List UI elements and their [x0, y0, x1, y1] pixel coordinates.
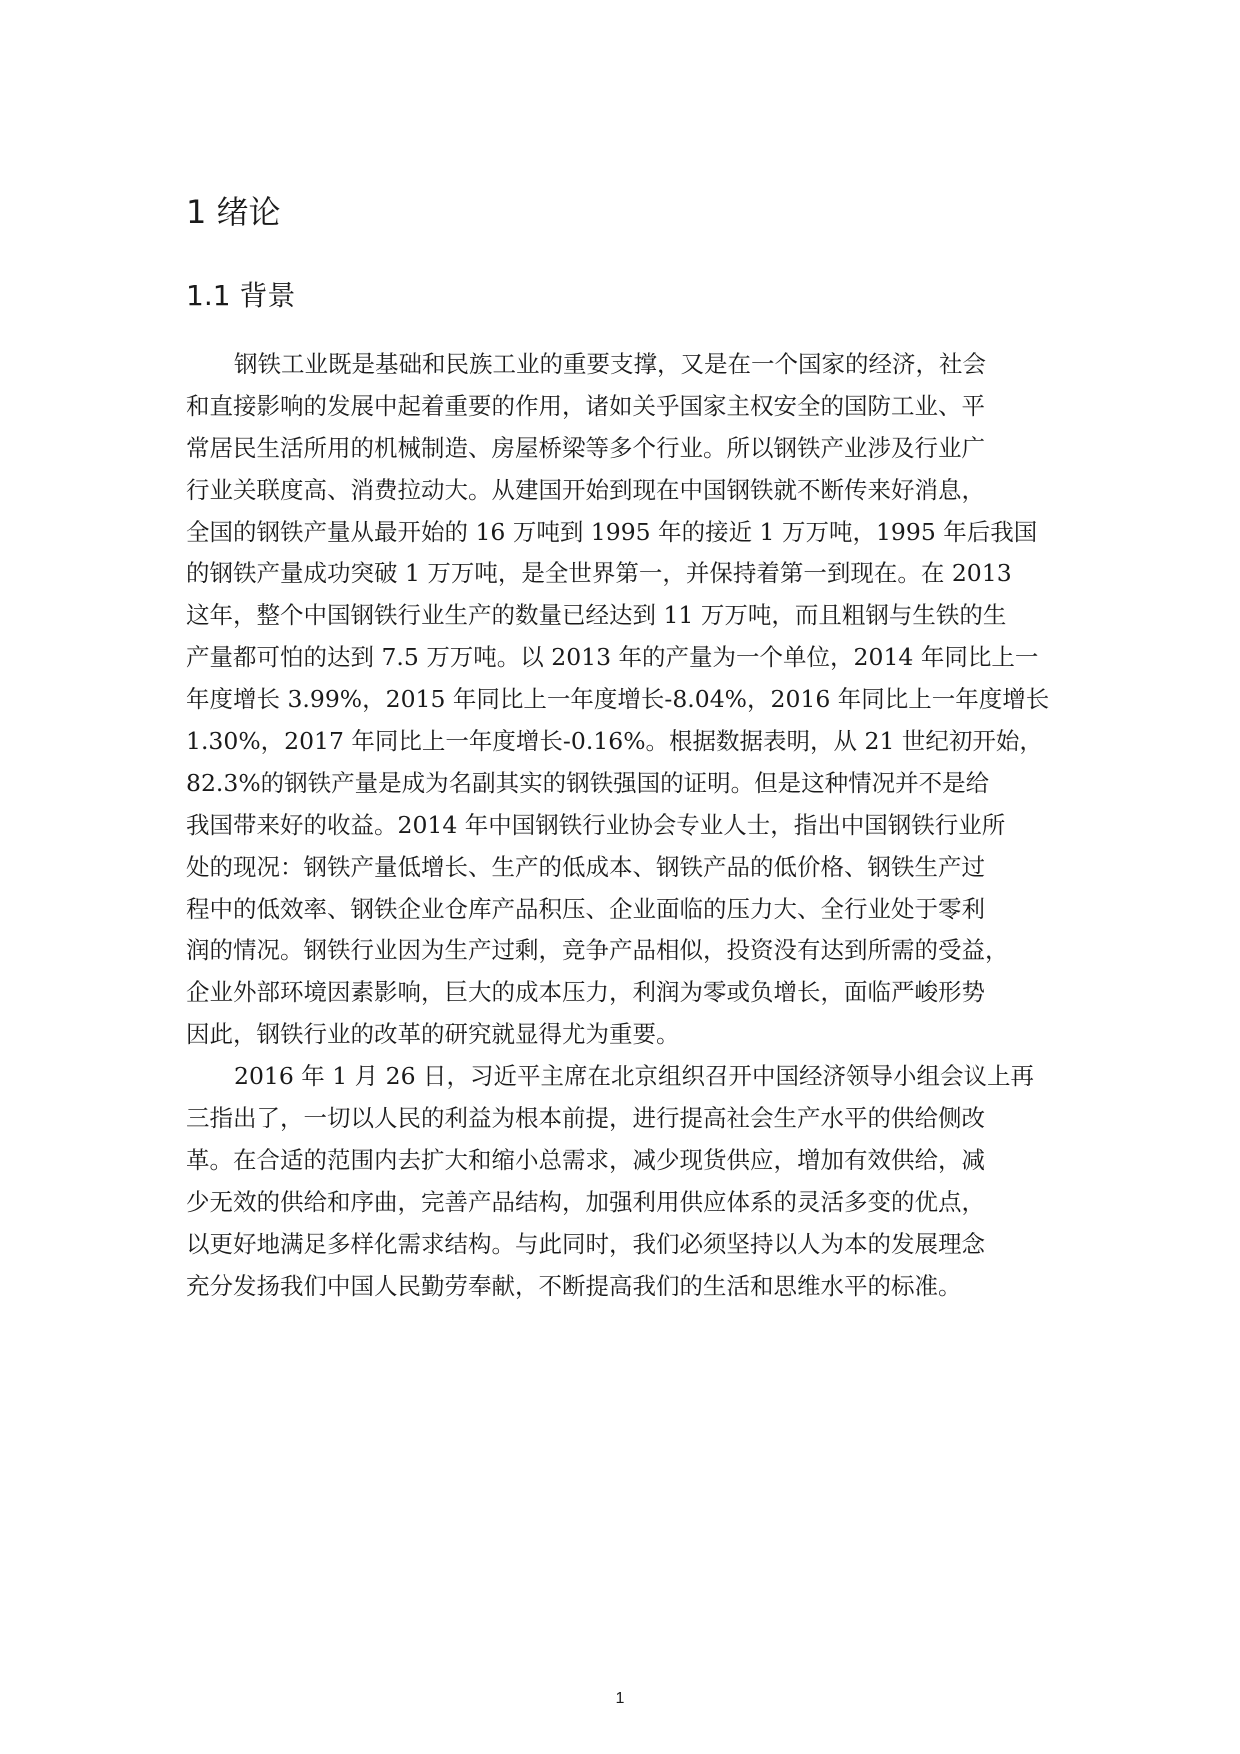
paragraph-line: 和直接影响的发展中起着重要的作用，诸如关乎国家主权安全的国防工业、平 — [186, 391, 985, 420]
paragraph-line: 1.30%，2017 年同比上一年度增长-0.16%。根据数据表明，从 21 世纪初开始， — [186, 727, 1043, 756]
section-heading: 1.1 背景 — [186, 279, 296, 312]
paragraph-line: 充分发扬我们中国人民勤劳奉献，不断提高我们的生活和思维水平的标准。 — [186, 1271, 962, 1300]
paragraph-line: 程中的低效率、钢铁企业仓库产品积压、企业面临的压力大、全行业处于零利 — [186, 894, 985, 923]
paragraph-line: 行业关联度高、消费拉动大。从建国开始到现在中国钢铁就不断传来好消息， — [186, 475, 985, 504]
paragraph-line: 产量都可怕的达到 7.5 万万吨。以 2013 年的产量为一个单位，2014 年同比上一 — [186, 643, 1039, 672]
body-text — [186, 344, 1054, 1307]
paragraph-line: 我国带来好的收益。2014 年中国钢铁行业协会专业人士，指出中国钢铁行业所 — [186, 810, 1006, 839]
paragraph-line: 的钢铁产量成功突破 1 万万吨，是全世界第一，并保持着第一到现在。在 2013 — [186, 559, 1012, 588]
paragraph-line: 2016 年 1 月 26 日，习近平主席在北京组织召开中国经济领导小组会议上再 — [234, 1062, 1035, 1091]
paragraph-line: 处的现况：钢铁产量低增长、生产的低成本、钢铁产品的低价格、钢铁生产过 — [186, 852, 985, 881]
paragraph-line: 这年，整个中国钢铁行业生产的数量已经达到 11 万万吨，而且粗钢与生铁的生 — [186, 601, 1007, 630]
paragraph-line: 因此，钢铁行业的改革的研究就显得尤为重要。 — [186, 1020, 680, 1049]
paragraph-line: 常居民生活所用的机械制造、房屋桥梁等多个行业。所以钢铁产业涉及行业广 — [186, 433, 985, 462]
paragraph-line: 润的情况。钢铁行业因为生产过剩，竞争产品相似，投资没有达到所需的受益， — [186, 936, 1009, 965]
paragraph-line: 全国的钢铁产量从最开始的 16 万吨到 1995 年的接近 1 万万吨，1995 年后我国 — [186, 517, 1038, 546]
paragraph-line: 革。在合适的范围内去扩大和缩小总需求，减少现货供应，增加有效供给，减 — [186, 1145, 985, 1174]
paragraph-line: 年度增长 3.99%，2015 年同比上一年度增长-8.04%，2016 年同比上一年度增长 — [186, 685, 1050, 714]
paragraph-line: 少无效的供给和序曲，完善产品结构，加强利用供应体系的灵活多变的优点， — [186, 1187, 985, 1216]
page-number: 1 — [615, 1690, 625, 1707]
chapter-heading: 1 绪论 — [186, 193, 281, 231]
paragraph-line: 以更好地满足多样化需求结构。与此同时，我们必须坚持以人为本的发展理念 — [186, 1229, 985, 1258]
paragraph-line: 企业外部环境因素影响，巨大的成本压力，利润为零或负增长，面临严峻形势 — [186, 978, 985, 1007]
paragraph-line: 钢铁工业既是基础和民族工业的重要支撑，又是在一个国家的经济，社会 — [234, 350, 986, 378]
paragraph-line: 三指出了，一切以人民的利益为根本前提，进行提高社会生产水平的供给侧改 — [186, 1104, 985, 1133]
paragraph-line: 82.3%的钢铁产量是成为名副其实的钢铁强国的证明。但是这种情况并不是给 — [186, 768, 990, 797]
